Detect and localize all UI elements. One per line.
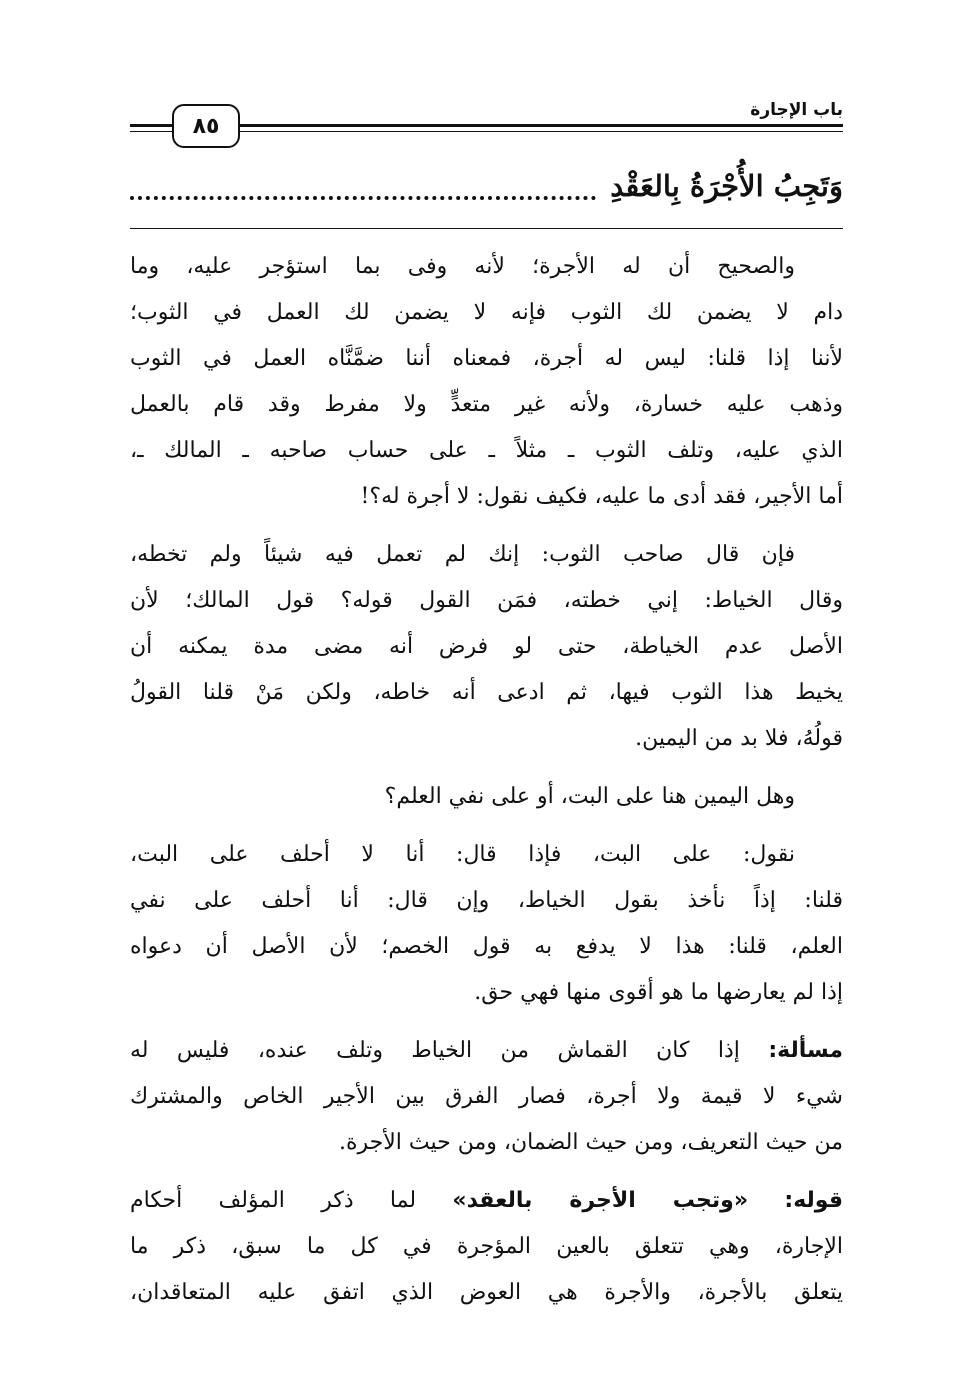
paragraph-4 — [130, 832, 843, 1016]
text-span: لما ذكر المؤلف أحكام — [130, 1188, 453, 1213]
text-span: إذا كان القماش من الخياط وتلف عنده، فليس له — [130, 1038, 769, 1063]
text-line: الإجارة، وهي تتعلق بالعين المؤجرة في كل ما سبق، ذكر ما — [130, 1234, 843, 1259]
text-line: قلنا: إذاً نأخذ بقول الخياط، وإن قال: أنا أحلف على نفي — [130, 888, 843, 913]
text-line: وذهب عليه خسارة، ولأنه غير متعدٍّ ولا مفرط وقد قام بالعمل — [130, 392, 843, 417]
text-line — [130, 1178, 843, 1224]
text-line: وهل اليمين هنا على البت، أو على نفي العلم؟ — [384, 784, 795, 809]
text-line: نقول: على البت، فإذا قال: أنا لا أحلف على البت، — [130, 842, 795, 867]
page-number: ٨٥ — [172, 104, 240, 148]
text-line: يخيط هذا الثوب فيها، ثم ادعى أنه خاطه، ولكن مَنْ قلنا القولُ — [130, 680, 843, 705]
text-line — [130, 1028, 843, 1074]
body-text — [130, 244, 843, 1316]
text-line: دام لا يضمن لك الثوب فإنه لا يضمن لك العمل في الثوب؛ — [130, 300, 843, 325]
paragraph-3 — [130, 774, 843, 820]
text-line: لأننا إذا قلنا: ليس له أجرة، فمعناه أننا ضمَّنَّاه العمل في الثوب — [130, 346, 843, 371]
paragraph-2 — [130, 532, 843, 762]
text-line: إذا لم يعارضها ما هو أقوى منها فهي حق. — [474, 980, 843, 1005]
term-label: قوله: — [784, 1188, 843, 1213]
section-heading — [130, 156, 843, 216]
quoted-text: «وتجب الأجرة بالعقد» — [452, 1188, 749, 1213]
text-line: الذي عليه، وتلف الثوب ـ مثلاً ـ على حساب صاحبه ـ المالك ـ، — [130, 438, 843, 463]
section-dot-leader — [130, 192, 596, 200]
text-line: أما الأجير، فقد أدى ما عليه، فكيف نقول: لا أجرة له؟! — [360, 484, 843, 509]
chapter-title: باب الإجارة — [742, 100, 843, 122]
text-line: فإن قال صاحب الثوب: إنك لم تعمل فيه شيئاً ولم تخطه، — [130, 542, 795, 567]
text-line: وقال الخياط: إني خطته، فمَن القول قوله؟ قول المالك؛ لأن — [130, 588, 843, 613]
paragraph-6 — [130, 1178, 843, 1316]
text-line: قولُهُ، فلا بد من اليمين. — [635, 726, 843, 751]
term-label: مسألة: — [768, 1038, 843, 1063]
section-title: وَتَجِبُ الأُجْرَةُ بِالعَقْدِ — [610, 169, 843, 203]
text-line: الأصل عدم الخياطة، حتى لو فرض أنه مضى مدة يمكنه أن — [130, 634, 843, 659]
paragraph-5 — [130, 1028, 843, 1166]
text-line: من حيث التعريف، ومن حيث الضمان، ومن حيث الأجرة. — [338, 1130, 843, 1155]
section-divider — [130, 228, 843, 229]
text-line: يتعلق بالأجرة، والأجرة هي العوض الذي اتفق عليه المتعاقدان، — [130, 1280, 843, 1305]
text-line: شيء لا قيمة ولا أجرة، فصار الفرق بين الأجير الخاص والمشترك — [130, 1084, 843, 1109]
text-line: والصحيح أن له الأجرة؛ لأنه وفى بما استؤجر عليه، وما — [130, 254, 795, 279]
page-header — [130, 100, 843, 152]
paragraph-1 — [130, 244, 843, 520]
text-line: العلم، قلنا: هذا لا يدفع به قول الخصم؛ لأن الأصل أن دعواه — [130, 934, 843, 959]
